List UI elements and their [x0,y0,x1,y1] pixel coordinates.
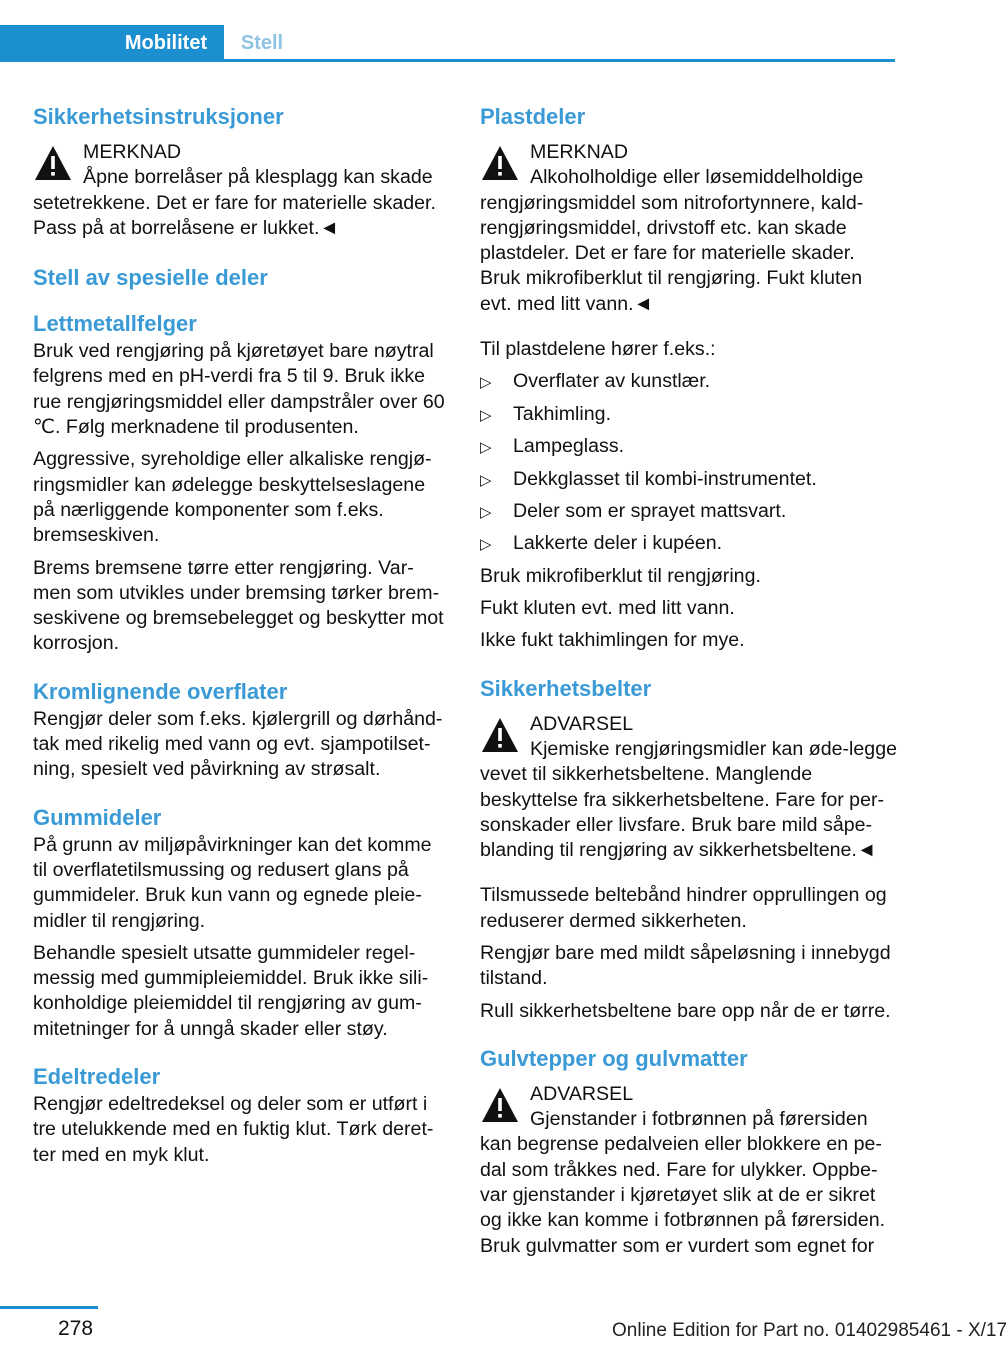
page-number: 278 [58,1317,94,1340]
warning-text: Kjemiske rengjøringsmidler kan øde-legge vevet til sikkerhetsbeltene. Manglende beskyttelse fra sikkerhetsbeltene. Fare for per-sonskader eller livsfare. Bruk bare mild såpe-blanding til rengjøring av sikkerhetsbeltene.◄ [480,737,897,862]
warning-text: Gjenstander i fotbrønnen på førersiden kan begrense pedalveien eller blokkere en pe-dal som tråkkes ned. Fare for ulykker. Oppbe-var gjenstander i kjøretøyet slik at de er sikret og ikke kan komme i fotbrønnen på førersiden. Bruk gulvmatter som er vurdert som egnet for [480,1108,886,1257]
list-item [480,499,897,524]
paragraph: Til plastdelene hører f.eks.: [480,338,716,361]
paragraph: Rull sikkerhetsbeltene bare opp når de er tørre. [480,999,891,1022]
list-item-text: Lakkerte deler i kupéen. [513,532,723,555]
triangle-bullet-icon: ▷ [480,374,492,392]
heading-gummideler: Gummideler [33,804,162,830]
list-item-text: Lampeglass. [513,435,625,458]
header-tabbar [0,25,895,62]
list-item-text: Overflater av kunstlær. [513,370,711,393]
paragraph: På grunn av miljøpåvirkninger kan det komme til overflatetilsmussing og redusert glans på gummideler. Bruk kun vann og egnede pleie-midler til rengjøring. [33,833,432,932]
list-item [480,434,897,459]
paragraph: Ikke fukt takhimlingen for mye. [480,629,745,652]
paragraph: Fukt kluten evt. med litt vann. [480,597,735,620]
paragraph: Tilsmussede beltebånd hindrer opprullingen og reduserer dermed sikkerheten. [480,884,887,932]
paragraph: Aggressive, syreholdige eller alkaliske rengjø-ringsmidler kan ødelegge beskyttelseslagene på nærliggende komponenter som f.eks. bremseskiven. [33,448,432,547]
warning-box [480,712,897,864]
heading-gulvtepper: Gulvtepper og gulvmatter [480,1045,748,1071]
notice-text: Alkoholholdige eller løsemiddelholdige rengjøringsmiddel som nitrofortynnere, kald-rengjøringsmiddel, drivstoff etc. kan skade plastdeler. Det er fare for materielle skader. Bruk mikrofiberklut til rengjøring. Fukt kluten evt. med litt vann.◄ [480,166,864,315]
paragraph: Rengjør deler som f.eks. kjølergrill og dørhånd-tak med rikelig med vann og evt. sjampotilset-ning, spesielt ved påvirkning av strøsalt. [33,707,443,781]
paragraph: Rengjør bare med mildt såpeløsning i innebygd tilstand. [480,941,891,990]
list-item [480,369,897,394]
paragraph: Rengjør edeltredeksel og deler som er utført i tre utelukkende med en fuktig klut. Tørk deret-ter med en myk klut. [33,1093,434,1166]
notice-label: MERKNAD [83,141,181,163]
right-column [480,100,897,1279]
heading-lettmetallfelger: Lettmetallfelger [33,311,197,337]
paragraph: Bruk ved rengjøring på kjøretøyet bare nøytral felgrens med en pH-verdi fra 5 til 9. Bruk ikke rue rengjøringsmiddel eller dampstråler over 60 ℃. Følg merknadene til produsenten. [33,340,445,439]
notice-box [33,140,448,241]
paragraph: Behandle spesielt utsatte gummideler regel-messig med gummipleiemiddel. Bruk ikke sili-konholdige pleiemiddel til rengjøring av gum-mitetninger for å unngå skader eller støy. [33,941,429,1040]
notice-label: MERKNAD [530,141,628,163]
heading-stell-spesielle-deler: Stell av spesielle deler [33,265,268,291]
heading-edeltredeler: Edeltredeler [33,1064,161,1090]
notice-text: Åpne borrelåser på klesplagg kan skade setetrekkene. Det er fare for materielle skader. Pass på at borrelåsene er lukket.◄ [33,166,436,239]
left-column [33,100,448,1175]
list-item-text: Dekkglasset til kombi-instrumentet. [513,467,817,490]
tab-spacer [0,25,108,62]
warning-triangle-icon [480,1086,520,1124]
heading-sikkerhetsbelter: Sikkerhetsbelter [480,675,652,701]
warning-triangle-icon [480,716,520,754]
plastic-parts-list [480,369,897,556]
footer-divider [0,1306,98,1309]
warning-triangle-icon [480,144,520,182]
triangle-bullet-icon: ▷ [480,536,492,554]
heading-sikkerhetsinstruksjoner: Sikkerhetsinstruksjoner [33,104,284,129]
triangle-bullet-icon: ▷ [480,439,492,457]
list-item [480,402,897,427]
warning-label: ADVARSEL [530,712,634,735]
list-item-text: Deler som er sprayet mattsvart. [513,499,787,522]
paragraph: Bruk mikrofiberklut til rengjøring. [480,564,761,587]
tab-stell[interactable]: Stell [240,32,284,54]
notice-box [480,140,897,317]
list-item-text: Takhimling. [513,402,612,425]
tab-mobilitet[interactable]: Mobilitet [108,25,224,62]
heading-kromlignende-overflater: Kromlignende overflater [33,678,288,704]
triangle-bullet-icon: ▷ [480,406,492,424]
triangle-bullet-icon: ▷ [480,471,492,489]
triangle-bullet-icon: ▷ [480,503,492,521]
warning-label: ADVARSEL [530,1082,634,1105]
list-item [480,531,897,556]
paragraph: Brems bremsene tørre etter rengjøring. Var-men som utvikles under bremsing tørker brem-seskivene og bremsebelegget og beskytter mot korrosjon. [33,556,444,655]
heading-plastdeler: Plastdeler [480,104,586,129]
warning-triangle-icon [33,144,73,182]
edition-note: Online Edition for Part no. 01402985461 - X/17 [612,1320,1007,1341]
header-divider [224,59,895,62]
list-item [480,467,897,492]
warning-box [480,1082,897,1259]
